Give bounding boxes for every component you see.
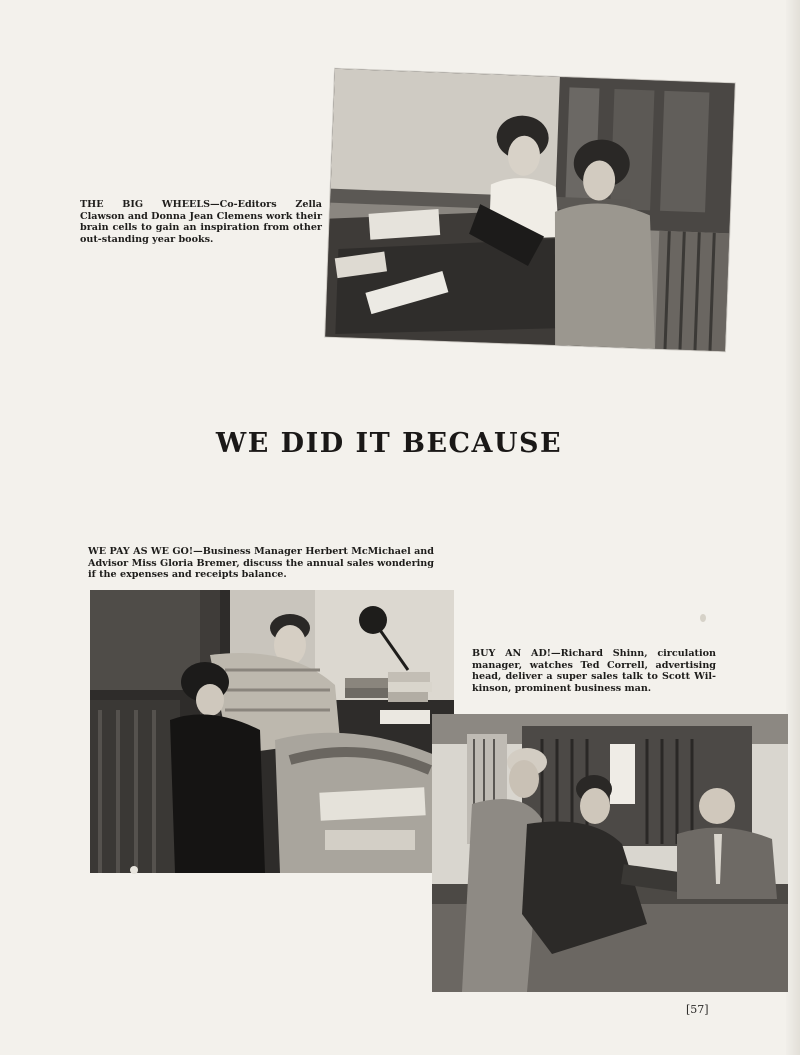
paper-speck [700,614,706,622]
man-woman-photo-image [90,590,454,873]
page-number: [57] [686,1003,709,1016]
page-headline: WE DID IT BECAUSE [215,428,563,459]
two-women-photo-image [325,69,735,351]
page-edge [786,0,800,1055]
photo-pay-as-we-go [90,590,454,873]
three-men-photo-image [432,714,788,992]
caption-buy-an-ad: BUY AN AD!—Richard Shinn, circulation manager, watches Ted Correll, advertising head, deliver a super sales talk to Scott Wil-kinson, prominent business man. [472,648,716,694]
photo-big-wheels [325,69,735,351]
caption-big-wheels: THE BIG WHEELS—Co-Editors Zella Clawson and Donna Jean Clemens work their brain cells to gain an inspiration from other out-standing year books. [80,199,322,245]
paper-speck [130,866,138,874]
photo-buy-an-ad [432,714,788,992]
caption-pay-as-we-go: WE PAY AS WE GO!—Business Manager Herbert McMichael and Advisor Miss Gloria Bremer, discuss the annual sales wondering if the expenses and receipts balance. [88,546,434,580]
